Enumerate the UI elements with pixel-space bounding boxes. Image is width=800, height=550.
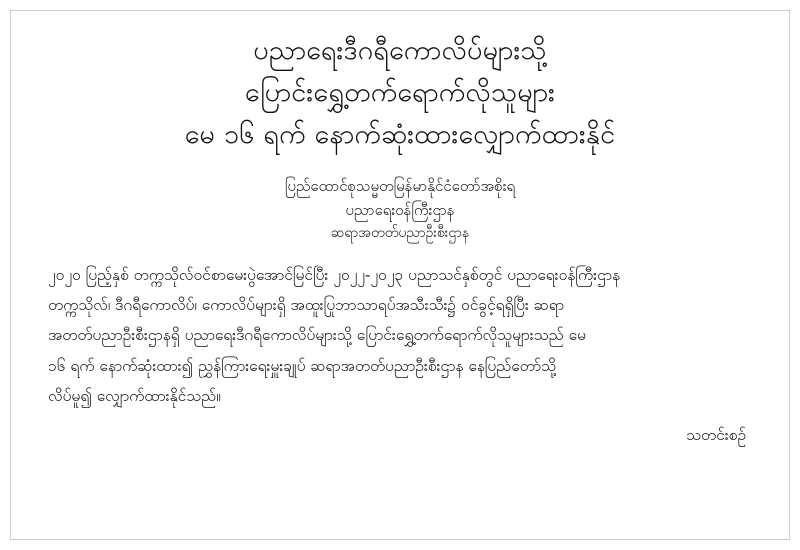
notice-body <box>48 260 752 411</box>
headline-line-1: ပညာရေးဒီဂရီကောလိပ်များသို့ <box>253 35 547 66</box>
headline-line-2: ပြောင်းရွှေ့တက်ရောက်လိုသူများ <box>244 76 556 108</box>
authority-line-government: ပြည်ထောင်စုသမ္မတမြန်မာနိုင်ငံတော်အစိုးရ <box>284 176 516 195</box>
authority-line-ministry: ပညာရေးဝန်ကြီးဌာန <box>345 200 455 219</box>
body-line-4: ၁၆ ရက် နောက်ဆုံးထား၍ ညွှန်ကြားရေးမှူးချုပ် ဆရာအတတ်ပညာဦးစီးဌာန နေပြည်တော်သို့ <box>48 356 557 375</box>
notice-content <box>22 18 778 448</box>
body-line-5: လိပ်မူ၍ လျှောက်ထားနိုင်သည်။ <box>48 386 221 405</box>
body-line-3: အတတ်ပညာဦးစီးဌာနရှိ ပညာရေးဒီဂရီကောလိပ်များသို့ ပြောင်းရွှေ့တက်ရောက်လိုသူများသည် မေ <box>48 326 586 345</box>
body-line-1: ၂၀၂၀ ပြည့်နှစ် တက္ကသိုလ်ဝင်စာမေးပွဲအောင်မြင်ပြီး ၂၀၂၂-၂၀၂၃ ပညာသင်နှစ်တွင် ပညာရေးဝန်ကြီးဌာန <box>48 265 621 284</box>
issuing-authority <box>48 174 752 244</box>
page-title <box>48 30 752 156</box>
source-attribution: သတင်းစဉ် <box>686 426 746 445</box>
body-line-2: တက္ကသိုလ်၊ ဒီဂရီကောလိပ်၊ ကောလိပ်များရှိ အထူးပြုဘာသာရပ်အသီးသီး၌ ဝင်ခွင့်ရရှိပြီး ဆရာ <box>48 296 565 315</box>
headline-line-3: မေ ၁၆ ရက် နောက်ဆုံးထားလျှောက်ထားနိုင် <box>184 118 616 150</box>
authority-line-department: ဆရာအတတ်ပညာဦးစီးဌာန <box>330 224 470 241</box>
